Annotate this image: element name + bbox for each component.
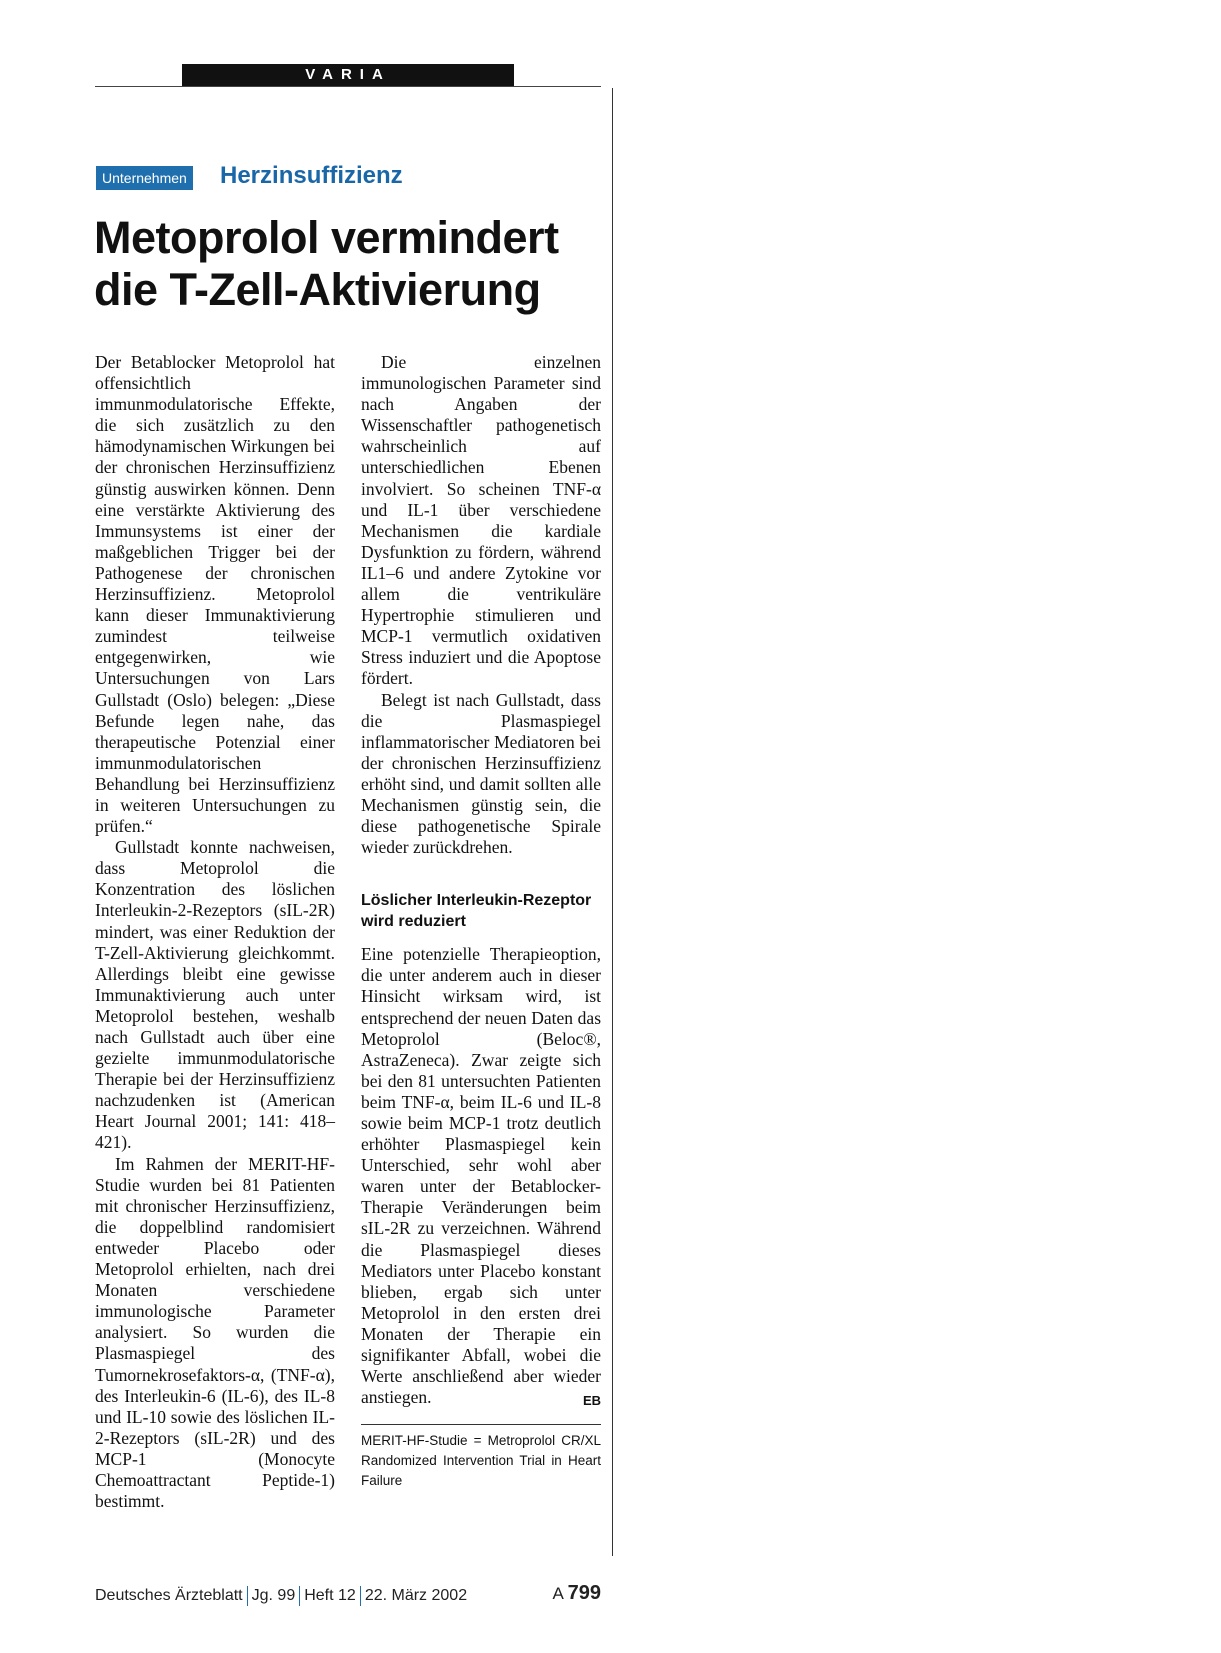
author-initials: EB [582, 1393, 601, 1409]
footnote: MERIT-HF-Studie = Metroprolol CR/XL Randomized Intervention Trial in Heart Failure [361, 1433, 601, 1489]
page-footer [95, 1582, 601, 1608]
journal-issue: Heft 12 [304, 1587, 356, 1605]
title-line-1: Metoprolol vermindert [94, 212, 559, 263]
journal-name: Deutsches Ärzteblatt [95, 1587, 243, 1605]
paragraph: Der Betablocker Metoprolol hat offensichtlich immunmodulatorische Effekte, die sich zusätzlich zu den hämodynamischen Wirkungen bei der chronischen Herzinsuffizienz günstig auswirken können. Denn eine verstärkte Aktivierung des Immunsystems ist einer der maßgeblichen Trigger bei der Pathogenese der chronischen Herzinsuffizienz. Metoprolol kann dieser Immunaktivierung zumindest teilweise entgegenwirken, wie Untersuchungen von Lars Gullstadt (Oslo) belegen: „Diese Befunde legen nahe, das therapeutische Potenzial einer immunmodulatorischen Behandlung bei Herzinsuffizienz in weiteren Untersuchungen zu prüfen.“ [95, 352, 335, 837]
page-number-value: 799 [567, 1582, 601, 1604]
footer-source [95, 1586, 467, 1606]
section-header: VARIA [182, 64, 514, 86]
page-prefix: A [552, 1584, 563, 1603]
text-column-1 [95, 352, 335, 1512]
footer-separator [360, 1586, 361, 1606]
footnote-rule [361, 1424, 601, 1425]
journal-volume: Jg. 99 [251, 1587, 296, 1605]
paragraph: Im Rahmen der MERIT-HF-Studie wurden bei 81 Patienten mit chronischer Herzinsuffizienz, die doppelblind randomisiert entweder Placebo oder Metoprolol erhielten, nach drei Monaten verschiedene immunologische Parameter analysiert. So wurden die Plasmaspiegel des Tumornekrosefaktors-α, (TNF-α), des Interleukin-6 (IL-6), des IL-8 und IL-10 sowie des löslichen IL-2-Rezeptors (sIL-2R) und des MCP-1 (Monocyte Chemoattractant Peptide-1) bestimmt. [95, 1153, 335, 1512]
category-tag: Unternehmen [96, 166, 193, 190]
header-rule [95, 86, 601, 87]
journal-date: 22. März 2002 [364, 1587, 468, 1605]
title-line-2: die T-Zell-Aktivierung [94, 264, 541, 315]
paragraph: Belegt ist nach Gullstadt, dass die Plasmaspiegel inflammatorischer Mediatoren bei der chronischen Herzinsuffizienz erhöht sind, und damit sollten alle Mechanismen günstig sein, die diese pathogenetische Spirale wieder zurückdrehen. [361, 689, 601, 858]
paragraph: Die einzelnen immunologischen Parameter sind nach Angaben der Wissenschaftler pathogenetisch wahrscheinlich auf unterschiedlichen Ebenen involviert. So scheinen TNF-α und IL-1 über verschiedene Mechanismen die kardiale Dysfunktion zu fördern, während IL1–6 und andere Zytokine vor allem die ventrikuläre Hypertrophie stimulieren und MCP-1 vermutlich oxidativen Stress induziert und die Apoptose fördert. [361, 352, 601, 689]
article-title [94, 212, 614, 316]
paragraph-text: Eine potenzielle Therapieoption, die unter anderem auch in dieser Hinsicht wirksam wird, ist entsprechend der neuen Daten das Metoprolol (Beloc®, AstraZeneca). Zwar zeigte sich bei den 81 untersuchten Patienten beim TNF-α, beim IL-6 und IL-8 sowie beim MCP-1 trotz deutlich erhöhter Plasmaspiegel kein Unterschied, sehr wohl aber waren unter der Betablocker-Therapie Veränderungen beim sIL-2R zu verzeichnen. Während die Plasmaspiegel dieses Mediators unter Placebo konstant blieben, ergab sich unter Metoprolol in den ersten drei Monaten der Therapie ein signifikanter Abfall, wobei die Werte anschließend aber wieder anstiegen. [361, 944, 601, 1408]
paragraph: Gullstadt konnte nachweisen, dass Metoprolol die Konzentration des löslichen Interleukin-2-Rezeptors (sIL-2R) mindert, was einer Reduktion der T-Zell-Aktivierung gleichkommt. Allerdings bleibt eine gewisse Immunaktivierung auch unter Metoprolol bestehen, weshalb nach Gullstadt auch über eine gezielte immunmodulatorische Therapie bei der Herzinsuffizienz nachzudenken ist (American Heart Journal 2001; 141: 418–421). [95, 837, 335, 1153]
page-number [552, 1582, 601, 1605]
paragraph [361, 944, 601, 1408]
footer-separator [299, 1586, 300, 1606]
footer-separator [247, 1586, 248, 1606]
text-column-2 [361, 352, 601, 1491]
topic-kicker: Herzinsuffizienz [220, 162, 403, 189]
subheading: Löslicher Interleukin-Rezeptor wird reduziert [361, 892, 592, 931]
